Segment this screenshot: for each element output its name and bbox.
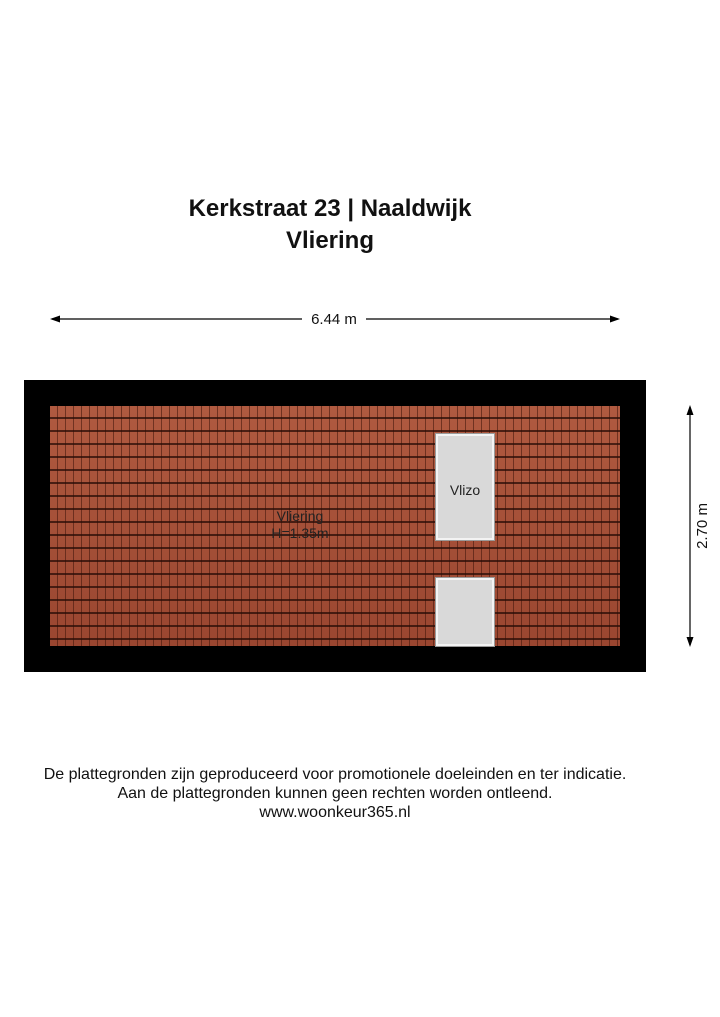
depth-dimension xyxy=(685,405,713,647)
address-title: Kerkstraat 23 | Naaldwijk xyxy=(188,195,472,222)
arrow-left-icon xyxy=(50,316,60,323)
attic-hatch xyxy=(436,578,494,646)
width-dimension xyxy=(50,308,620,330)
vlizo-storage xyxy=(436,434,494,540)
width-label: 6.44 m xyxy=(311,311,357,328)
arrow-down-icon xyxy=(687,637,694,647)
disclaimer-line-2: Aan de plattegronden kunnen geen rechten worden ontleend. xyxy=(117,785,553,802)
website-link[interactable]: www.woonkeur365.nl xyxy=(259,804,411,821)
depth-label: 2.70 m xyxy=(694,503,711,549)
floor-title: Vliering xyxy=(285,227,375,254)
vlizo-label: Vlizo xyxy=(449,482,481,498)
disclaimer-line-1: De plattegronden zijn geproduceerd voor promotionele doeleinden en ter indicatie. xyxy=(43,766,627,783)
arrow-right-icon xyxy=(610,316,620,323)
attic-room-label xyxy=(258,508,342,542)
arrow-up-icon xyxy=(687,405,694,415)
attic-room-name: Vliering xyxy=(276,508,324,524)
attic-room-height: H=1.35m xyxy=(271,525,329,541)
